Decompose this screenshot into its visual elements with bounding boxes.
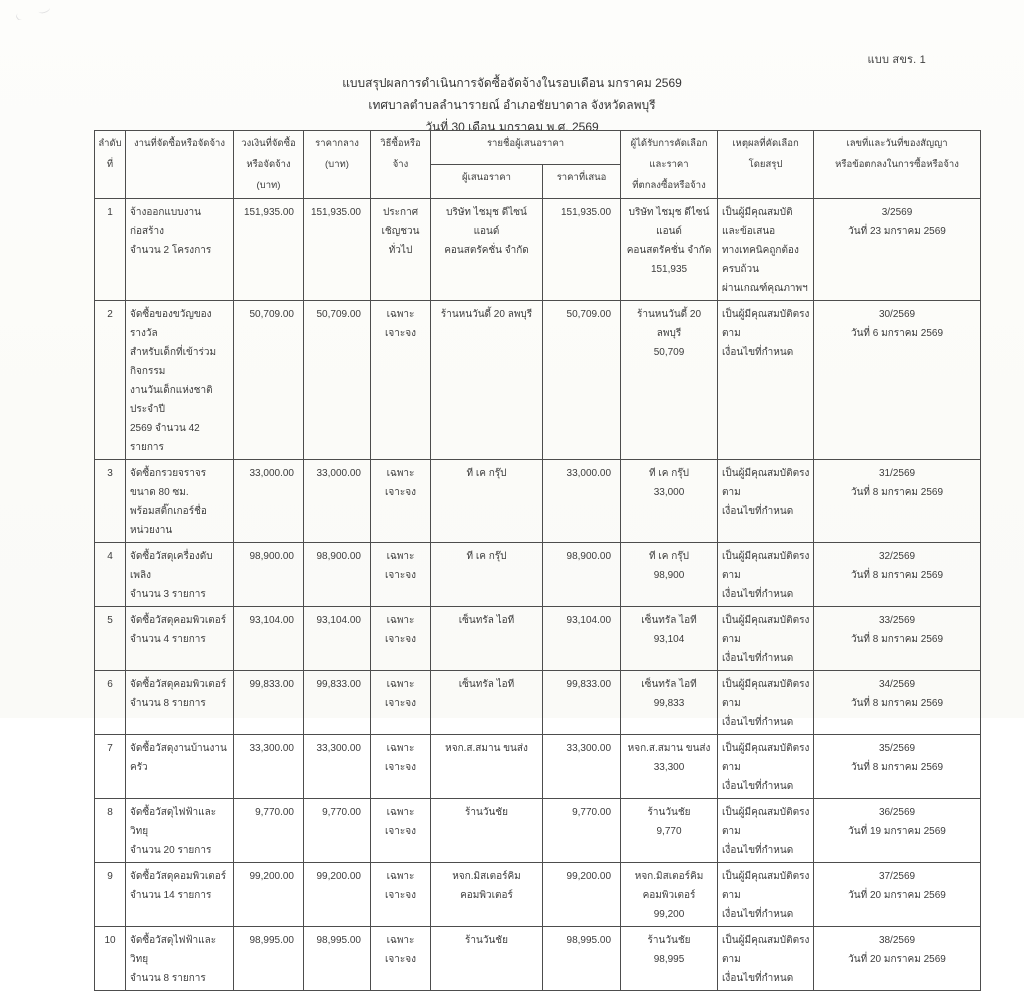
cell-method: เฉพาะเจาะจง — [371, 543, 431, 607]
cell-bidder: หจก.มิสเตอร์คิมคอมพิวเตอร์ — [431, 863, 543, 927]
cell-reason: เป็นผู้มีคุณสมบัติตรงตาม เงื่อนไขที่กำหนด — [718, 607, 814, 671]
header-selected-line1: ผู้ได้รับการคัดเลือกและราคา — [630, 138, 708, 170]
cell-contract: 34/2569 วันที่ 8 มกราคม 2569 — [814, 671, 981, 735]
cell-work: จัดซื้อของขวัญของรางวัล สำหรับเด็กที่เข้าร่วมกิจกรรม งานวันเด็กแห่งชาติประจำปี 2569 จำนวน 42 รายการ — [126, 301, 234, 460]
cell-contract: 3/2569 วันที่ 23 มกราคม 2569 — [814, 199, 981, 301]
header-central-price — [304, 131, 371, 199]
cell-budget: 151,935.00 — [234, 199, 304, 301]
header-contract-line2: หรือข้อตกลงในการซื้อหรือจ้าง — [835, 159, 959, 170]
cell-reason: เป็นผู้มีคุณสมบัติตรงตาม เงื่อนไขที่กำหนด — [718, 863, 814, 927]
table-row — [95, 735, 981, 799]
cell-work: จัดซื้อวัสดุไฟฟ้าและวิทยุ จำนวน 8 รายการ — [126, 927, 234, 991]
document-subtitle-municipality: เทศบาลตำบลลำนารายณ์ อำเภอชัยบาดาล จังหวัดลพบุรี — [368, 98, 656, 112]
pencil-mark — [37, 4, 51, 14]
cell-no: 8 — [95, 799, 126, 863]
cell-work: จัดซื้อกรวยจราจร ขนาด 80 ซม. พร้อมสติ๊กเกอร์ชื่อหน่วยงาน — [126, 460, 234, 543]
form-code-label: แบบ สขร. 1 — [867, 54, 926, 66]
cell-central-price: 33,000.00 — [304, 460, 371, 543]
cell-selected: หจก.มิสเตอร์คิมคอมพิวเตอร์ 99,200 — [621, 863, 718, 927]
cell-method: เฉพาะเจาะจง — [371, 301, 431, 460]
cell-reason: เป็นผู้มีคุณสมบัติตรงตาม เงื่อนไขที่กำหนด — [718, 301, 814, 460]
document-title: แบบสรุปผลการดำเนินการจัดซื้อจัดจ้างในรอบเดือน มกราคม 2569 — [342, 76, 682, 90]
header-method: วิธีซื้อหรือจ้าง — [371, 131, 431, 199]
cell-central-price: 99,833.00 — [304, 671, 371, 735]
cell-budget: 9,770.00 — [234, 799, 304, 863]
cell-work: จ้างออกแบบงานก่อสร้าง จำนวน 2 โครงการ — [126, 199, 234, 301]
header-budget — [234, 131, 304, 199]
cell-central-price: 98,995.00 — [304, 927, 371, 991]
cell-method: เฉพาะเจาะจง — [371, 799, 431, 863]
cell-central-price: 151,935.00 — [304, 199, 371, 301]
header-budget-line2: หรือจัดจ้าง (บาท) — [246, 159, 291, 191]
cell-bidder: ที เค กรุ๊ป — [431, 543, 543, 607]
pencil-mark — [15, 10, 27, 21]
cell-bidder: ร้านวันชัย — [431, 927, 543, 991]
cell-contract: 31/2569 วันที่ 8 มกราคม 2569 — [814, 460, 981, 543]
cell-central-price: 50,709.00 — [304, 301, 371, 460]
cell-offered-price: 98,995.00 — [543, 927, 621, 991]
cell-selected: ร้านวันชัย 9,770 — [621, 799, 718, 863]
cell-method: เฉพาะเจาะจง — [371, 863, 431, 927]
cell-no: 9 — [95, 863, 126, 927]
cell-method: เฉพาะเจาะจง — [371, 607, 431, 671]
cell-bidder: ร้านวันชัย — [431, 799, 543, 863]
cell-reason: เป็นผู้มีคุณสมบัติตรงตาม เงื่อนไขที่กำหนด — [718, 671, 814, 735]
cell-no: 3 — [95, 460, 126, 543]
cell-selected: เซ็นทรัล ไอที 93,104 — [621, 607, 718, 671]
cell-bidder: หจก.ส.สมาน ขนส่ง — [431, 735, 543, 799]
cell-method: เฉพาะเจาะจง — [371, 735, 431, 799]
cell-offered-price: 151,935.00 — [543, 199, 621, 301]
header-bidders-group: รายชื่อผู้เสนอราคา — [431, 131, 621, 165]
header-contract — [814, 131, 981, 199]
cell-central-price: 93,104.00 — [304, 607, 371, 671]
header-selected-line2: ที่ตกลงซื้อหรือจ้าง — [632, 180, 706, 191]
header-central-line2: (บาท) — [325, 159, 349, 170]
cell-reason: เป็นผู้มีคุณสมบัติตรงตาม เงื่อนไขที่กำหนด — [718, 799, 814, 863]
cell-method: เฉพาะเจาะจง — [371, 460, 431, 543]
cell-selected: หจก.ส.สมาน ขนส่ง 33,300 — [621, 735, 718, 799]
cell-central-price: 99,200.00 — [304, 863, 371, 927]
cell-bidder: เซ็นทรัล ไอที — [431, 607, 543, 671]
cell-offered-price: 93,104.00 — [543, 607, 621, 671]
document-date-line: วันที่ 30 เดือน มกราคม พ.ศ. 2569 — [425, 120, 599, 134]
cell-bidder: บริษัท ไชมุช ดีไซน์ แอนด์ คอนสตรัคชั่น จำกัด — [431, 199, 543, 301]
table-row — [95, 863, 981, 927]
table-body — [95, 199, 981, 991]
cell-method: เฉพาะเจาะจง — [371, 671, 431, 735]
cell-no: 2 — [95, 301, 126, 460]
cell-offered-price: 98,900.00 — [543, 543, 621, 607]
cell-method: ประกาศเชิญชวน ทั่วไป — [371, 199, 431, 301]
cell-no: 5 — [95, 607, 126, 671]
cell-no: 1 — [95, 199, 126, 301]
table-row — [95, 927, 981, 991]
cell-no: 10 — [95, 927, 126, 991]
cell-contract: 35/2569 วันที่ 8 มกราคม 2569 — [814, 735, 981, 799]
table-row — [95, 607, 981, 671]
cell-selected: บริษัท ไชมุช ดีไซน์ แอนด์ คอนสตรัคชั่น จำกัด 151,935 — [621, 199, 718, 301]
cell-work: จัดซื้อวัสดุไฟฟ้าและวิทยุ จำนวน 20 รายการ — [126, 799, 234, 863]
cell-contract: 36/2569 วันที่ 19 มกราคม 2569 — [814, 799, 981, 863]
cell-work: จัดซื้อวัสดุคอมพิวเตอร์ จำนวน 8 รายการ — [126, 671, 234, 735]
cell-selected: ที เค กรุ๊ป 33,000 — [621, 460, 718, 543]
cell-bidder: เซ็นทรัล ไอที — [431, 671, 543, 735]
cell-budget: 33,000.00 — [234, 460, 304, 543]
cell-bidder: ที เค กรุ๊ป — [431, 460, 543, 543]
cell-budget: 99,200.00 — [234, 863, 304, 927]
cell-selected: เซ็นทรัล ไอที 99,833 — [621, 671, 718, 735]
cell-selected: ร้านหนวันดี้ 20 ลพบุรี 50,709 — [621, 301, 718, 460]
cell-budget: 98,900.00 — [234, 543, 304, 607]
cell-offered-price: 33,300.00 — [543, 735, 621, 799]
cell-bidder: ร้านหนวันดี้ 20 ลพบุรี — [431, 301, 543, 460]
cell-contract: 38/2569 วันที่ 20 มกราคม 2569 — [814, 927, 981, 991]
table-row — [95, 799, 981, 863]
table-row — [95, 199, 981, 301]
header-no: ลำดับที่ — [95, 131, 126, 199]
cell-method: เฉพาะเจาะจง — [371, 927, 431, 991]
cell-reason: เป็นผู้มีคุณสมบัติตรงตาม เงื่อนไขที่กำหนด — [718, 543, 814, 607]
cell-selected: ที เค กรุ๊ป 98,900 — [621, 543, 718, 607]
cell-contract: 37/2569 วันที่ 20 มกราคม 2569 — [814, 863, 981, 927]
cell-offered-price: 33,000.00 — [543, 460, 621, 543]
header-central-line1: ราคากลาง — [315, 138, 359, 149]
cell-no: 6 — [95, 671, 126, 735]
header-reason-line1: เหตุผลที่คัดเลือก — [732, 138, 799, 149]
header-bidder: ผู้เสนอราคา — [431, 165, 543, 199]
cell-work: จัดซื้อวัสดุงานบ้านงานครัว — [126, 735, 234, 799]
table-row — [95, 460, 981, 543]
cell-central-price: 9,770.00 — [304, 799, 371, 863]
cell-contract: 32/2569 วันที่ 8 มกราคม 2569 — [814, 543, 981, 607]
table-row — [95, 301, 981, 460]
cell-budget: 99,833.00 — [234, 671, 304, 735]
header-reason — [718, 131, 814, 199]
header-contract-line1: เลขที่และวันที่ของสัญญา — [846, 138, 948, 149]
cell-work: จัดซื้อวัสดุคอมพิวเตอร์ จำนวน 4 รายการ — [126, 607, 234, 671]
cell-central-price: 98,900.00 — [304, 543, 371, 607]
table-header — [95, 131, 981, 199]
cell-budget: 50,709.00 — [234, 301, 304, 460]
cell-reason: เป็นผู้มีคุณสมบัติตรงตาม เงื่อนไขที่กำหนด — [718, 735, 814, 799]
header-selected — [621, 131, 718, 199]
cell-no: 7 — [95, 735, 126, 799]
cell-offered-price: 99,200.00 — [543, 863, 621, 927]
cell-work: จัดซื้อวัสดุคอมพิวเตอร์ จำนวน 14 รายการ — [126, 863, 234, 927]
cell-offered-price: 9,770.00 — [543, 799, 621, 863]
table-row — [95, 671, 981, 735]
header-reason-line2: โดยสรุป — [748, 159, 783, 170]
cell-contract: 33/2569 วันที่ 8 มกราคม 2569 — [814, 607, 981, 671]
cell-budget: 98,995.00 — [234, 927, 304, 991]
header-offered-price: ราคาที่เสนอ — [543, 165, 621, 199]
cell-reason: เป็นผู้มีคุณสมบัติตรงตาม เงื่อนไขที่กำหนด — [718, 927, 814, 991]
header-budget-line1: วงเงินที่จัดซื้อ — [241, 138, 296, 149]
cell-budget: 93,104.00 — [234, 607, 304, 671]
cell-no: 4 — [95, 543, 126, 607]
cell-offered-price: 99,833.00 — [543, 671, 621, 735]
cell-contract: 30/2569 วันที่ 6 มกราคม 2569 — [814, 301, 981, 460]
cell-selected: ร้านวันชัย 98,995 — [621, 927, 718, 991]
cell-work: จัดซื้อวัสดุเครื่องดับเพลิง จำนวน 3 รายการ — [126, 543, 234, 607]
table-row — [95, 543, 981, 607]
procurement-summary-table — [94, 130, 981, 991]
cell-reason: เป็นผู้มีคุณสมบัติตรงตาม เงื่อนไขที่กำหนด — [718, 460, 814, 543]
cell-central-price: 33,300.00 — [304, 735, 371, 799]
cell-budget: 33,300.00 — [234, 735, 304, 799]
cell-offered-price: 50,709.00 — [543, 301, 621, 460]
header-work: งานที่จัดซื้อหรือจัดจ้าง — [126, 131, 234, 199]
cell-reason: เป็นผู้มีคุณสมบัติและข้อเสนอ ทางเทคนิคถูกต้องครบถ้วน ผ่านเกณฑ์คุณภาพฯ — [718, 199, 814, 301]
